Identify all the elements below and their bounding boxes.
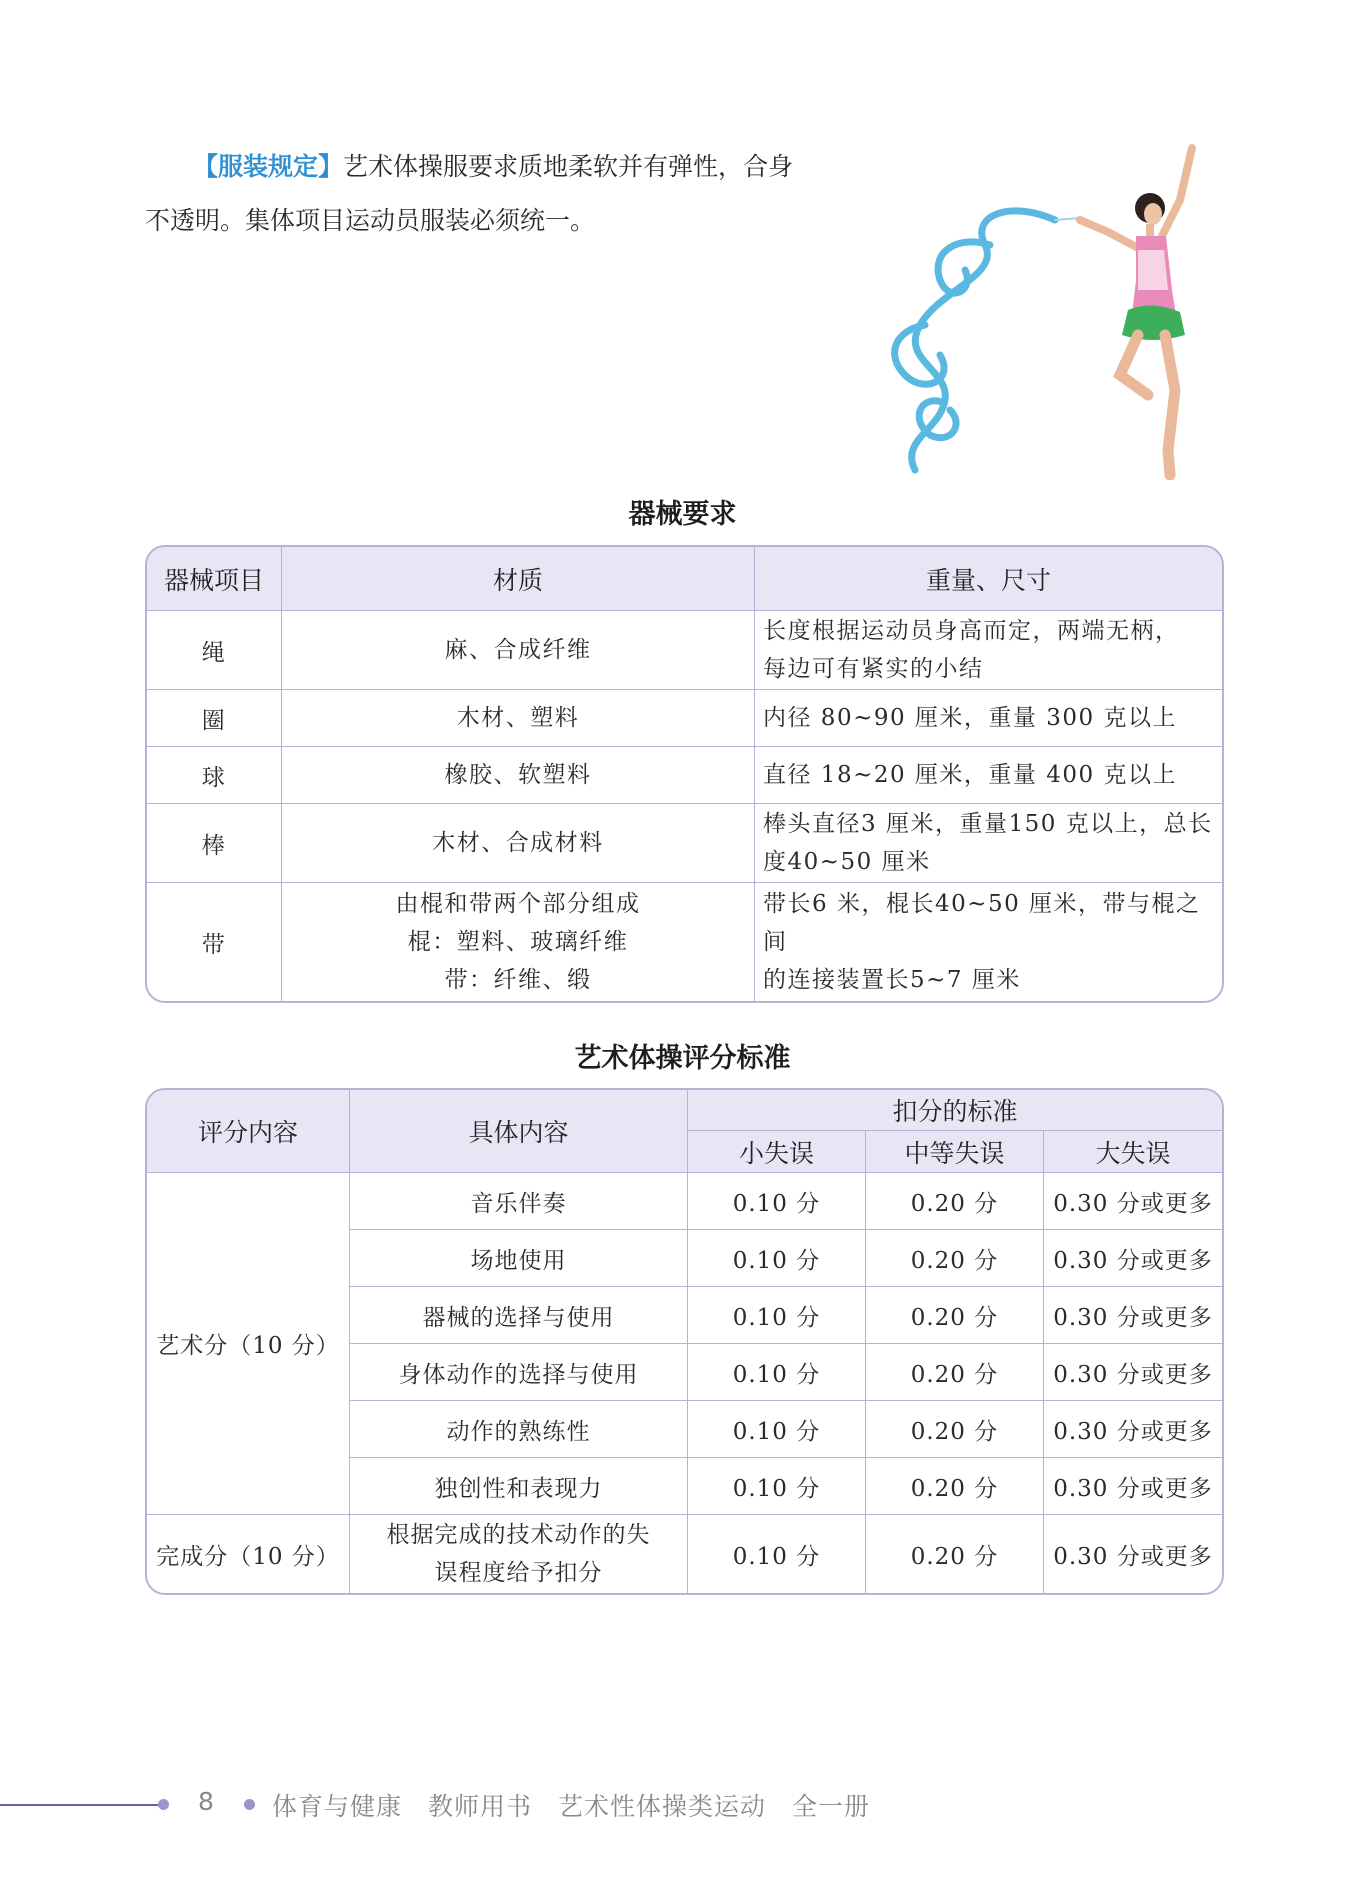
equipment-material: 麻、合成纤维 bbox=[282, 611, 755, 690]
scoring-large: 0.30 分或更多 bbox=[1044, 1344, 1222, 1401]
equipment-table-title: 器械要求 bbox=[628, 499, 737, 530]
scoring-medium: 0.20 分 bbox=[866, 1344, 1044, 1401]
equipment-item: 绳 bbox=[147, 611, 282, 690]
equipment-row bbox=[147, 804, 1222, 883]
equipment-material: 木材、塑料 bbox=[282, 690, 755, 747]
equipment-material: 橡胶、软塑料 bbox=[282, 747, 755, 804]
scoring-row bbox=[147, 1173, 1222, 1230]
scoring-header-medium: 中等失误 bbox=[866, 1131, 1044, 1173]
ribbon-icon bbox=[895, 211, 1080, 470]
equipment-row bbox=[147, 690, 1222, 747]
page-footer bbox=[0, 1785, 1367, 1825]
equipment-spec: 长度根据运动员身高而定，两端无柄， 每边可有紧实的小结 bbox=[755, 611, 1222, 690]
equipment-item: 带 bbox=[147, 883, 282, 1001]
scoring-large: 0.30 分或更多 bbox=[1044, 1287, 1222, 1344]
scoring-header-deduction: 扣分的标准 bbox=[688, 1090, 1222, 1131]
scoring-large: 0.30 分或更多 bbox=[1044, 1230, 1222, 1287]
scoring-detail: 根据完成的技术动作的失 误程度给予扣分 bbox=[350, 1515, 688, 1593]
scoring-header-content: 评分内容 bbox=[147, 1090, 350, 1173]
footer-dot-icon bbox=[158, 1799, 169, 1810]
equipment-spec: 直径 18~20 厘米，重量 400 克以上 bbox=[755, 747, 1222, 804]
equipment-item: 圈 bbox=[147, 690, 282, 747]
scoring-detail: 独创性和表现力 bbox=[350, 1458, 688, 1515]
scoring-small: 0.10 分 bbox=[688, 1173, 866, 1230]
scoring-detail: 场地使用 bbox=[350, 1230, 688, 1287]
scoring-large: 0.30 分或更多 bbox=[1044, 1458, 1222, 1515]
scoring-small: 0.10 分 bbox=[688, 1458, 866, 1515]
scoring-table-title: 艺术体操评分标准 bbox=[574, 1043, 791, 1074]
scoring-small: 0.10 分 bbox=[688, 1344, 866, 1401]
equipment-material: 由棍和带两个部分组成 棍：塑料、玻璃纤维 带：纤维、缎 bbox=[282, 883, 755, 1001]
dress-code-line-1 bbox=[145, 140, 865, 194]
scoring-group-execution: 完成分（10 分） bbox=[147, 1515, 350, 1593]
scoring-small: 0.10 分 bbox=[688, 1230, 866, 1287]
scoring-row bbox=[147, 1515, 1222, 1593]
scoring-medium: 0.20 分 bbox=[866, 1458, 1044, 1515]
scoring-table bbox=[145, 1088, 1224, 1595]
dress-code-paragraph bbox=[145, 140, 865, 248]
equipment-spec: 带长6 米，棍长40~50 厘米，带与棍之间 的连接装置长5~7 厘米 bbox=[763, 891, 1201, 993]
scoring-large: 0.30 分或更多 bbox=[1053, 1543, 1213, 1570]
scoring-medium: 0.20 分 bbox=[866, 1287, 1044, 1344]
scoring-header-small: 小失误 bbox=[688, 1131, 866, 1173]
scoring-detail: 器械的选择与使用 bbox=[350, 1287, 688, 1344]
equipment-header-item: 器械项目 bbox=[147, 547, 282, 611]
gymnast-figure bbox=[1080, 148, 1192, 475]
equipment-row bbox=[147, 883, 1222, 1001]
gymnast-illustration bbox=[880, 140, 1240, 480]
scoring-medium: 0.20 分 bbox=[866, 1173, 1044, 1230]
equipment-header-spec: 重量、尺寸 bbox=[755, 547, 1222, 611]
scoring-medium: 0.20 分 bbox=[866, 1230, 1044, 1287]
footer-dot-icon bbox=[244, 1799, 255, 1810]
scoring-group-artistic: 艺术分（10 分） bbox=[147, 1173, 350, 1515]
scoring-small: 0.10 分 bbox=[688, 1401, 866, 1458]
dress-code-text-2: 不透明。集体项目运动员服装必须统一。 bbox=[145, 206, 596, 235]
footer-rule bbox=[0, 1804, 162, 1806]
scoring-header-large: 大失误 bbox=[1044, 1131, 1222, 1173]
equipment-table bbox=[145, 545, 1224, 1003]
equipment-spec: 棒头直径3 厘米，重量150 克以上，总长 度40~50 厘米 bbox=[755, 804, 1222, 883]
scoring-header-detail: 具体内容 bbox=[350, 1090, 688, 1173]
equipment-row bbox=[147, 747, 1222, 804]
footer-book-title: 体育与健康 教师用书 艺术性体操类运动 全一册 bbox=[272, 1792, 871, 1821]
equipment-spec: 内径 80~90 厘米，重量 300 克以上 bbox=[755, 690, 1222, 747]
scoring-detail: 身体动作的选择与使用 bbox=[350, 1344, 688, 1401]
scoring-medium: 0.20 分 bbox=[866, 1401, 1044, 1458]
dress-code-text-1: 艺术体操服要求质地柔软并有弹性，合身 bbox=[343, 152, 794, 181]
equipment-header-material: 材质 bbox=[282, 547, 755, 611]
page-number: 8 bbox=[198, 1787, 214, 1816]
scoring-small: 0.10 分 bbox=[688, 1287, 866, 1344]
scoring-large: 0.30 分或更多 bbox=[1044, 1173, 1222, 1230]
equipment-row bbox=[147, 611, 1222, 690]
scoring-large: 0.30 分或更多 bbox=[1044, 1401, 1222, 1458]
scoring-detail: 音乐伴奏 bbox=[350, 1173, 688, 1230]
scoring-detail: 动作的熟练性 bbox=[350, 1401, 688, 1458]
equipment-material: 木材、合成材料 bbox=[282, 804, 755, 883]
scoring-small: 0.10 分 bbox=[688, 1515, 866, 1593]
scoring-medium: 0.20 分 bbox=[866, 1515, 1044, 1593]
equipment-item: 棒 bbox=[147, 804, 282, 883]
dress-code-tag: 【服装规定】 bbox=[193, 152, 344, 181]
equipment-item: 球 bbox=[147, 747, 282, 804]
